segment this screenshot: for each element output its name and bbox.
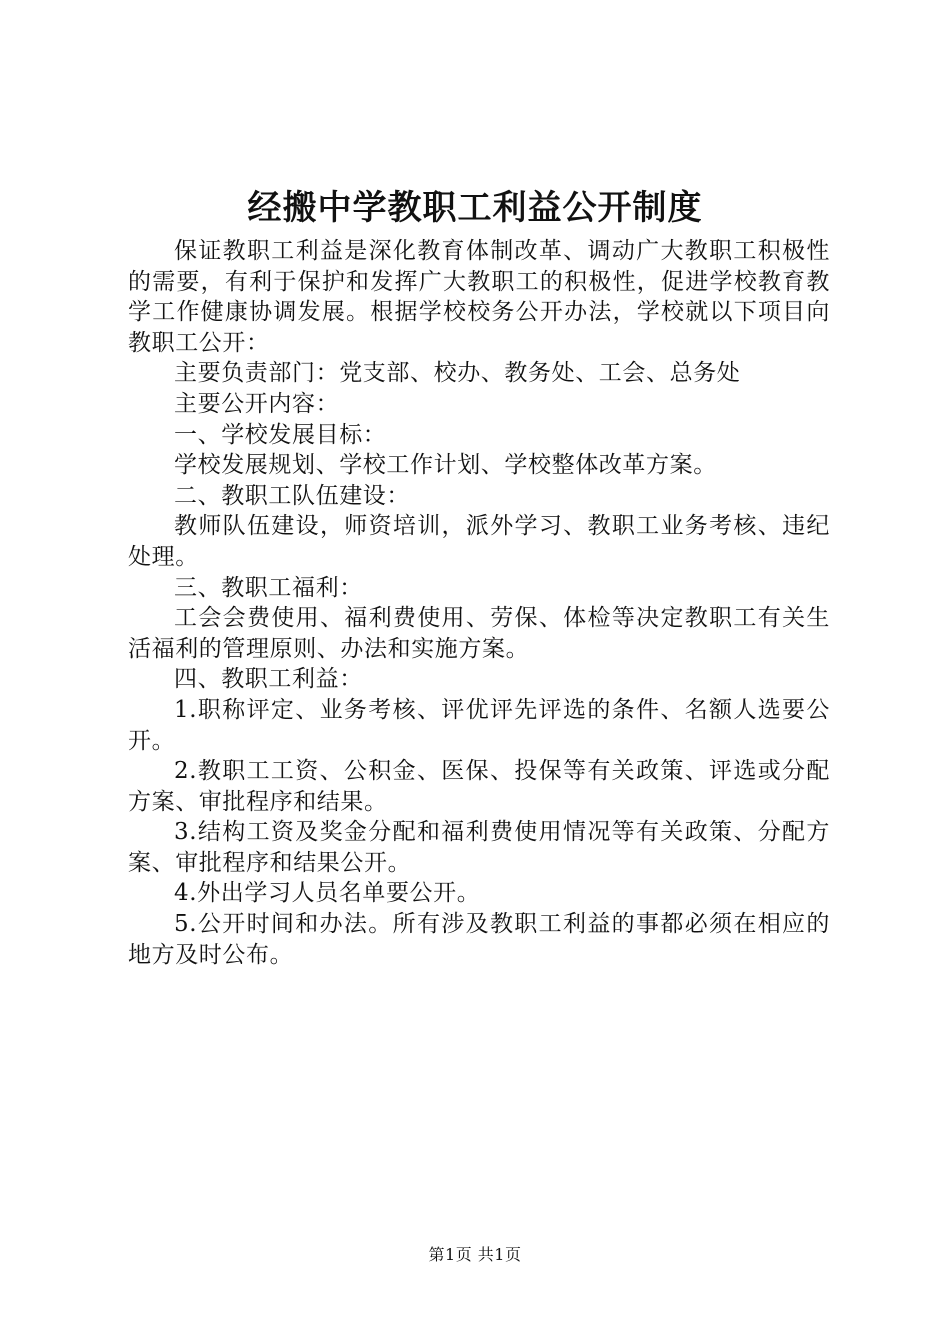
paragraph-intro: 保证教职工利益是深化教育体制改革、调动广大教职工积极性的需要，有利于保护和发挥广大教职工的积极性，促进学校教育教学工作健康协调发展。根据学校校务公开办法，学校就以下项目向教职工公开： xyxy=(128,238,830,356)
paragraph-section-2: 教师队伍建设，师资培训，派外学习、教职工业务考核、违纪处理。 xyxy=(128,513,830,570)
paragraph-departments: 主要负责部门：党支部、校办、教务处、工会、总务处 xyxy=(174,360,741,387)
document-body xyxy=(128,236,830,970)
section-heading-2: 二、教职工队伍建设： xyxy=(174,482,410,509)
section-heading-1: 一、学校发展目标： xyxy=(174,421,387,448)
list-item-3: 3.结构工资及奖金分配和福利费使用情况等有关政策、分配方案、审批程序和结果公开。 xyxy=(128,819,830,876)
page-footer: 第1页 共1页 xyxy=(428,1245,522,1264)
paragraph-section-1: 学校发展规划、学校工作计划、学校整体改革方案。 xyxy=(174,452,717,479)
document-title: 经搬中学教职工利益公开制度 xyxy=(247,188,703,228)
list-item-5: 5.公开时间和办法。所有涉及教职工利益的事都必须在相应的地方及时公布。 xyxy=(128,911,830,968)
paragraph-content-heading: 主要公开内容： xyxy=(174,390,340,417)
list-item-1: 1.职称评定、业务考核、评优评先评选的条件、名额人选要公开。 xyxy=(128,696,830,754)
list-item-2: 2.教职工工资、公积金、医保、投保等有关政策、评选或分配方案、审批程序和结果。 xyxy=(128,758,830,815)
list-item-4: 4.外出学习人员名单要公开。 xyxy=(174,880,481,907)
section-heading-3: 三、教职工福利： xyxy=(174,574,363,601)
paragraph-section-3: 工会会费使用、福利费使用、劳保、体检等决定教职工有关生活福利的管理原则、办法和实施方案。 xyxy=(128,605,830,662)
section-heading-4: 四、教职工利益： xyxy=(174,666,363,693)
